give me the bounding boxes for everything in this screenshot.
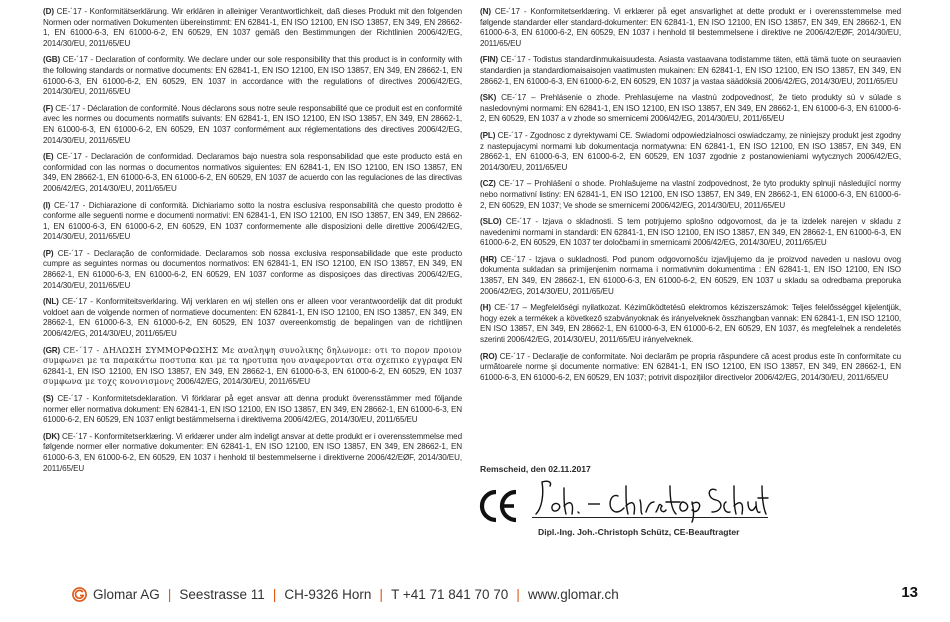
declaration-hr	[480, 255, 901, 297]
declaration-nl	[43, 297, 462, 339]
declaration-text: CE-´17 - Konformitätserklärung. Wir erklären in alleiniger Verantwortlichkeit, daß dieses Produkt mit den folgenden Normen oder normativen Dokumenten übereinstimmt: EN 62841-1, EN ISO 12100, EN ISO 13857, EN 349, EN 28662-1, EN 61000-6-3, EN 61000-6-2, EN 60529, EN 1037 gemäß den Bestimmungen der Richtlinien 2006/42/EG, 2014/30/EU, 2011/65/EU	[43, 7, 462, 48]
footer-street: Seestrasse 11	[179, 586, 265, 602]
lang-code: (SLO)	[480, 217, 502, 227]
declaration-text: CE-´17 – Megfelelőségi nyilatkozat. Kézimûködtetésû elektromos kéziszerszámok: Teljes felelősséggel kijelentjük, hogy ezek a termékek a következő szabványoknak és irányelveknek összhangban vannak: EN 62841-1, EN ISO 12100, EN ISO 13857, EN 349, EN 28662-1, EN 61000-6-3, EN 61000-6-2, EN 60529, EN 1037, és megfelelnek a rendeletés szerinti 2006/42/EG, 2014/30/EU, 2011/65/EU irányelveknek.	[480, 303, 901, 345]
lang-code: (H)	[480, 303, 491, 313]
declaration-text: CE-´17 - Dichiarazione di conformità. Dichiariamo sotto la nostra esclusiva responsabilità che questo prodotto è conforme alle seguenti norme e documenti normativi: EN 62841-1, EN ISO 12100, EN ISO 13857, EN 349, EN 28662-1, EN 61000-6-3, EN 61000-6-2, EN 60529, EN 1037 conformemente alle disposizioni delle direttive 2006/42/EG, 2014/30/EU, 2011/65/EU	[43, 200, 462, 242]
lang-code: (GR)	[43, 345, 61, 355]
signature-line	[532, 517, 768, 518]
declaration-n	[480, 7, 901, 49]
declaration-h	[480, 303, 901, 345]
declaration-gb	[43, 55, 462, 97]
declaration-pl	[480, 131, 901, 173]
page-number: 13	[901, 584, 918, 601]
lang-code: (SK)	[480, 93, 497, 103]
declaration-directives: 2006/42/EG, 2014/30/EU, 2011/65/EU	[176, 377, 311, 387]
lang-code: (HR)	[480, 254, 497, 264]
declaration-standards: EN 62841-1, EN ISO 12100, EN ISO 13857, EN 349, EN 28662-1, EN 61000-6-3, EN 61000-6-2, EN 60529, EN 1037	[43, 356, 462, 376]
lang-code: (E)	[43, 152, 54, 162]
declaration-text: CE-´17 – Prehlásenie o zhode. Prehlasujeme na vlastnú zodpovednosť, že tieto produkty sú v súlade s nasledovnými normami: EN 62841-1, EN ISO 12100, EN ISO 13857, EN 349, EN 28662-1, EN 61000-6-3, EN 61000-6-2, EN 60529, EN 1037 a v zhode so smernicemi 2006/42/EG, 2014/30/EU, 2011/65/EU	[480, 93, 901, 124]
lang-code: (F)	[43, 103, 54, 113]
declaration-text: CE-´17 - Konformitetsdeklaration. Vi förklarar på eget ansvar att denna produkt överensstämmer med följande normer eller normativa dokument: EN 62841-1, EN ISO 12100, EN ISO 13857, EN 349, EN 28662-1, EN 61000-6-3, EN 61000-6-2, EN 60529, EN 1037 enligt bestämmelserna i direktiverna 2006/42/EG, 2014/30/EU, 2011/65/EU	[43, 394, 463, 425]
declaration-text: CE-´17 - Konformitetserklæring. Vi erklærer på eget ansvarlighet at dette produkt er i overensstemmelse med følgende standarder eller standard-dokumenter: EN 62841-1, EN ISO 12100, EN ISO 13857, EN 349, EN 28662-1, EN 61000-6-3, EN 61000-6-2, EN 60529, EN 1037 i henhold til bestemmelsene i direktive ne 2006/42/EØF, 2014/30/EU, 2011/65/EU	[480, 7, 901, 48]
ce-mark-icon	[478, 488, 520, 524]
footer-separator: |	[167, 586, 172, 602]
declaration-text: CE-´17 - Zgodnosc z dyrektywami CE. Swiadomi odpowiedzialnosci oswiadczamy, ze niniejszy produkt jest zgodny z nastepujacymi normami lub dokumentacja normatywna: EN 62841-1, EN ISO 12100, EN ISO 13857, EN 349, EN 28662-1, EN 61000-6-3, EN 61000-6-2, EN 60529, EN 1037 zgodnie z postanowieniami wytycznych 2006/42/EG, 2014/30/EU, 2011/65/EU	[480, 130, 901, 172]
lang-code: (RO)	[480, 351, 498, 361]
lang-code: (S)	[43, 394, 54, 403]
lang-code: (PL)	[480, 130, 496, 140]
declaration-sk	[480, 93, 901, 125]
lang-code: (FIN)	[480, 55, 498, 65]
footer	[72, 585, 619, 603]
declaration-text: CE-´17 - Todistus standardinmukaisuudesta. Asiasta vastaavana todistamme täten, että tämä tuote on seuraavien standardien ja standardiomaisaisojen vaatimusten mukainen: EN 62841-1, EN ISO 12100, EN ISO 13857, EN 349, EN 28662-1, EN 61000-6-3, EN 61000-6-2, EN 60529, EN 1037 ja vastaa säädöksiä 2006/42/EG, 2014/30/EU, 2011/65/EU	[480, 55, 901, 86]
declaration-p	[43, 249, 462, 291]
place-date: Remscheid, den 02.11.2017	[480, 464, 591, 474]
declaration-text: CE-´17 - Declaraţie de conformitate. Noi declarăm pe propria răspundere că acest produs este în conformitate cu următoarele norme şi documente normative: EN 62841-1, EN ISO 12100, EN ISO 13857, EN 349, EN 28662-1, EN 61000-6-3, EN 61000-6-2, EN 60529, EN 1037; potrivit dispoziţiilor directivelor 2006/42/EG, 2014/30/EU, 2011/65/EU	[480, 351, 901, 382]
declaration-text: CE-´17 - Declaration of conformity. We declare under our sole responsibility that this product is in conformity with the following standards or normative documents: EN 62841-1, EN ISO 12100, EN ISO 13857, EN 349, EN 28662-1, EN 61000-6-3, EN 61000-6-2, EN 60529, EN 1037 in accordance with the regulations of directives 2006/42/EG, 2014/30/EU, 2011/65/EU	[43, 55, 462, 97]
declaration-fin	[480, 55, 901, 87]
lang-code: (D)	[43, 7, 54, 16]
footer-separator: |	[516, 586, 520, 602]
declaration-de	[43, 7, 462, 49]
lang-code: (NL)	[43, 297, 59, 307]
lang-code: (CZ)	[480, 179, 496, 189]
declaration-dk	[43, 432, 462, 474]
declaration-text: CE-´17 - Konformitetserklæring. Vi erklærer under alm indeligt ansvar at dette produkt er i overensstemmelse med følgende normer eller normative dokumenter: EN 62841-1, EN ISO 12100, EN ISO 13857, EN 349, EN 28662-1, EN 61000-6-3, EN 61000-6-2, EN 60529, EN 1037 i henhold til bestemmelserne i direktiverne 2006/42/EØF, 2014/30/EU, 2011/65/EU	[43, 431, 462, 473]
declaration-text: CE-´17 - Declaração de conformidade. Declaramos sob nossa exclusiva responsabilidade que este producto cumpre as seguintes normas ou documentos normativos: EN 62841-1, EN ISO 12100, EN ISO 13857, EN 349, EN 28662-1, EN 61000-6-3, EN 61000-6-2, EN 60529, EN 1037 conforme as disposiçoes das directivas 2006/42/EG, 2014/30/EU, 2011/65/EU	[43, 248, 462, 290]
declaration-cz	[480, 179, 901, 211]
declaration-text-greek-2: συμφωνα με τοχς κονονισμονς	[43, 377, 175, 387]
declaration-ro	[480, 352, 901, 384]
footer-city: CH-9326 Horn	[284, 586, 372, 602]
declaration-text: CE-´17 – Prohlášení o shode. Prohlašujeme na vlastní zodpovednost, že tyto produkty splnují následující normy nebo normativní listiny: EN 62841-1, EN ISO 12100, EN ISO 13857, EN 349, EN 28662-1, EN 61000-6-3, EN 61000-6-2, EN 60529, EN 1037; Ve shode se smernicemi 2006/42/EG, 2014/30/EU, 2011/65/EU	[480, 179, 901, 210]
declaration-text: CE-´17 - Déclaration de conformité. Nous déclarons sous notre seule responsabilité que ce produit est en conformité avec les normes ou documents normatifs suivants: EN 62841-1, EN ISO 12100, EN ISO 13857, EN 349, EN 28662-1, EN 61000-6-3, EN 61000-6-2, EN 60529, EN 1037 conformément aux réglementations des directives 2006/42/EG, 2014/30/EU, 2011/65/EU	[43, 103, 462, 145]
footer-separator: |	[272, 586, 277, 602]
declaration-text: CE-´17 - Declaración de conformidad. Declaramos bajo nuestra sola responsabilidad que este producto está en conformidad con las normas o documentos normativos siguientes: EN 62841-1, EN ISO 12100, EN ISO 13857, EN 349, EN 28662-1, EN 61000-6-3, EN 61000-6-2, EN 60529, EN 1037 de acuerdo con las regulaciones de las directivas 2006/42/EG, 2014/30/EU, 2011/65/EU	[43, 152, 462, 193]
signer-name: Dipl.-Ing. Joh.-Christoph Schütz, CE-Beauftragter	[538, 527, 740, 537]
declaration-gr	[43, 346, 462, 388]
declaration-text-greek: CE-´17 - ΔΗΛΩΣΗ ΣΥΜΜΟΡΦΩΣΗΣ Με αναληψη συνολικης δηλωνομε: οτι το πορον προιον συμφωνει με τα παρακάτω ποστυπα και με τα ηροτυπα ηου αναφερονται στα σχεπικο εγγραφα	[43, 345, 462, 366]
declaration-i	[43, 201, 462, 243]
lang-code: (DK)	[43, 431, 60, 441]
declaration-text: CE-´17 - Izjava o skladnosti. S tem potrjujemo splošno odgovornost, da je ta izdelek narejen v skladu z navedenimi normami in standardi: EN 62841-1, EN ISO 12100, EN ISO 13857, EN 349, EN 28662-1, EN 61000-6-3, EN 61000-6-2, EN 60529, EN 1037 ter določbami in smernicami 2006/42/EG, 2014/30/EU, 2011/65/EU	[480, 217, 901, 248]
footer-website-link[interactable]: www.glomar.ch	[527, 586, 619, 602]
declaration-slo	[480, 217, 901, 249]
glomar-logo-icon	[72, 587, 87, 602]
declaration-text: CE-´17 - Izjava o sukladnosti. Pod punom odgovornošću izjavljujemo da je proizvod naveden u naslovu ovog dokumenta sukladan sa primijenjenim normama i normativnim dokumentima : EN 62841-1, EN ISO 12100, EN ISO 13857, EN 349, EN 28662-1, EN 61000-6-3, EN 61000-6-2, EN 60529, EN 1037 u skladu sa odredbama preporuka 2006/42/EG, 2014/30/EU, 2011/65/EU	[480, 254, 902, 296]
declaration-s	[43, 394, 462, 426]
footer-company: Glomar AG	[93, 586, 160, 602]
footer-separator: |	[379, 586, 384, 602]
lang-code: (P)	[43, 248, 54, 258]
lang-code: (N)	[480, 7, 491, 16]
declaration-f	[43, 104, 462, 146]
lang-code: (I)	[43, 200, 51, 210]
left-column	[43, 7, 462, 480]
footer-phone: T +41 71 841 70 70	[391, 586, 509, 602]
lang-code: (GB)	[43, 55, 61, 65]
declaration-text: CE-´17 - Konformiteitsverklaring. Wij verklaren en wij stellen ons er alleen voor verantwoordelijk dat dit produkt voldoet aan de volgende normen of normatieve documenten: EN 62841-1, EN ISO 12100, EN ISO 13857, EN 349, EN 28662-1, EN 61000-6-3, EN 61000-6-2, EN 60529, EN 1037 overeenkomstig de bepalingen van de richtlijnen 2006/42/EG, 2014/30/EU, 2011/65/EU	[43, 297, 462, 339]
right-column	[480, 7, 901, 389]
declaration-e	[43, 152, 462, 194]
